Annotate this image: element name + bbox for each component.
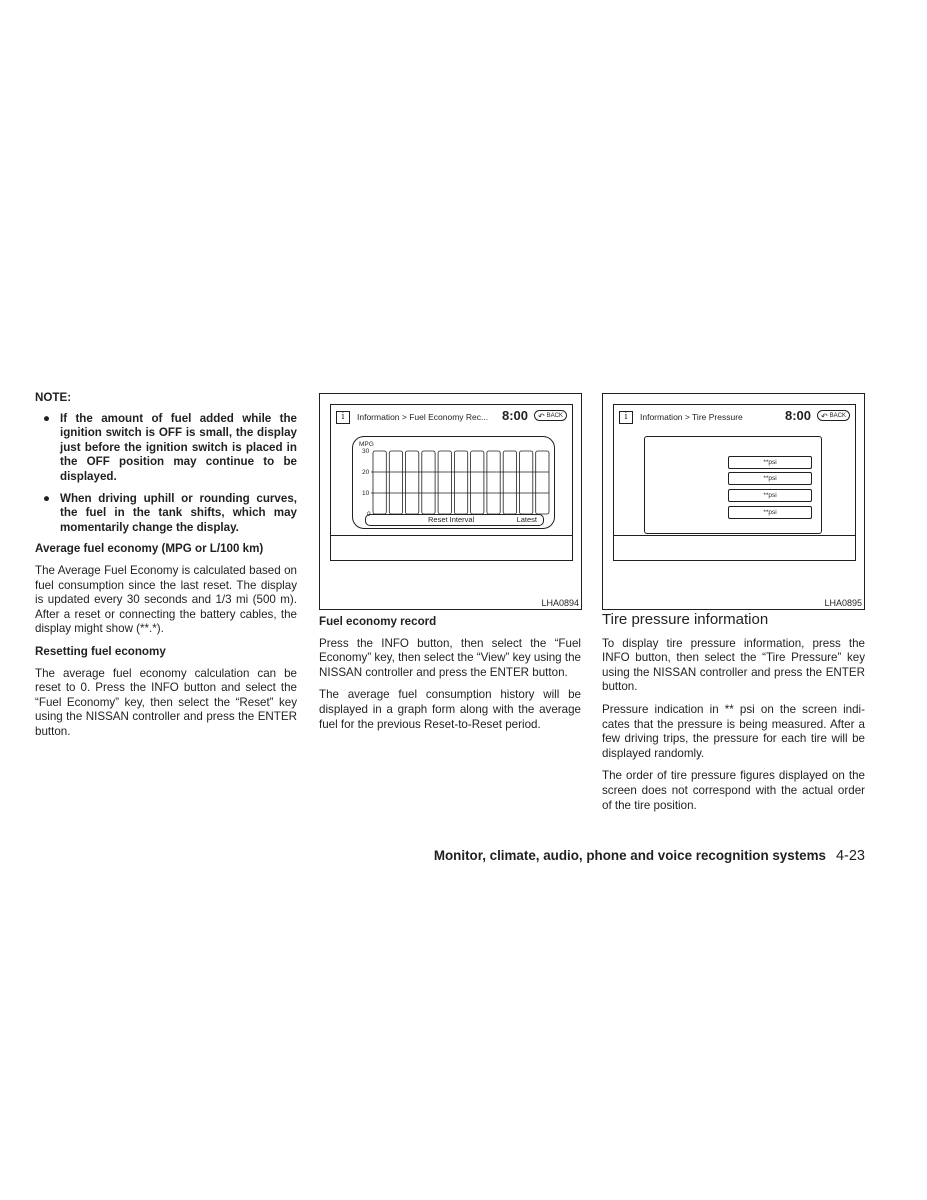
- graph-bar-slot: [487, 451, 500, 514]
- fuel-economy-screen: [330, 404, 573, 561]
- left-column: [35, 391, 297, 747]
- screen-clock: 8:00: [502, 408, 529, 423]
- screen-title-bar: [331, 405, 572, 428]
- screen-breadcrumb: Information > Fuel Economy Rec...: [357, 412, 489, 422]
- tire-pressure-value: **psi: [728, 506, 812, 519]
- figure-code: LHA0895: [824, 598, 862, 608]
- fuel-economy-graph: [352, 436, 555, 529]
- screen-title-bar: [614, 405, 855, 428]
- note-item: [35, 492, 297, 536]
- section-title: Monitor, climate, audio, phone and voice recognition systems: [433, 848, 826, 863]
- screen-breadcrumb: Information > Tire Pressure: [640, 412, 743, 422]
- info-icon: i: [619, 411, 633, 424]
- paragraph-tire-pressure-3: The order of tire pressure figures displayed on the screen does not correspond with the actual order of the tire position.: [602, 769, 865, 812]
- graph-bar-slot: [454, 451, 467, 514]
- graph-bar-slot: [471, 451, 484, 514]
- graph-unit-label: MPG: [359, 441, 374, 448]
- tire-pressure-value: **psi: [728, 489, 812, 502]
- paragraph-tire-pressure-1: To display tire pressure information, press the INFO button, then select the “Tire Pressure” key using the NISSAN controller and press the ENTER button.: [602, 636, 865, 694]
- graph-bar-slot: [406, 451, 419, 514]
- tire-pressure-value: **psi: [728, 456, 812, 469]
- back-button[interactable]: [817, 410, 850, 421]
- page-number: 4-23: [835, 848, 865, 864]
- tire-pressure-figure: [602, 393, 865, 610]
- tire-pressure-screen: [613, 404, 856, 561]
- back-button[interactable]: [534, 410, 567, 421]
- fuel-economy-figure: [319, 393, 582, 610]
- note-list: [35, 412, 297, 536]
- middle-column: [319, 613, 581, 740]
- reset-interval-bar: [365, 514, 544, 526]
- reset-interval-label: Reset Interval: [428, 515, 475, 524]
- back-button-label: BACK: [546, 413, 563, 419]
- figure-code: LHA0894: [541, 598, 579, 608]
- note-text: If the amount of fuel added while the ignition switch is OFF is small, the display just before the ignition switch is placed in the OFF position may continue to be displayed.: [60, 411, 297, 483]
- graph-bar-slot: [438, 451, 451, 514]
- screen-divider: [331, 535, 572, 536]
- y-tick-label: 20: [362, 469, 370, 476]
- note-item: [35, 412, 297, 485]
- heading-average-fuel-economy: Average fuel economy (MPG or L/100 km): [35, 542, 264, 556]
- paragraph-average-fuel-economy: The Average Fuel Economy is calculated based on fuel consumption since the last reset. The display is updated every 30 seconds and 1/3 mi (500 m). After a reset or connecting the battery cables, the display might show (**.*).: [35, 563, 297, 636]
- page-footer: [300, 848, 865, 864]
- graph-bar-slot: [503, 451, 516, 514]
- tire-pressure-value: **psi: [728, 472, 812, 485]
- paragraph-tire-pressure-2: Pressure indication in ** psi on the screen indicates that the pressure is being measured. After a few driving trips, the pressure for each tire will be displayed randomly.: [602, 702, 865, 760]
- screen-clock: 8:00: [785, 408, 812, 423]
- back-arrow-icon: ↶: [821, 412, 828, 421]
- graph-bar-slot: [536, 451, 549, 514]
- graph-bar-slot: [389, 451, 402, 514]
- graph-bar-slot: [422, 451, 435, 514]
- bullet-icon: ●: [43, 491, 51, 505]
- back-button-label: BACK: [829, 413, 846, 419]
- right-column: [602, 613, 865, 821]
- y-tick-label: 0: [367, 511, 371, 518]
- heading-resetting-fuel-economy: Resetting fuel economy: [35, 644, 166, 658]
- paragraph-fuel-economy-record-2: The average fuel consumption history will be displayed in a graph form along with the average fuel for the previous Reset-to-Reset period.: [319, 688, 581, 731]
- graph-bar-slot: [520, 451, 533, 514]
- y-tick-label: 30: [362, 448, 370, 455]
- latest-label: Latest: [516, 515, 537, 524]
- heading-fuel-economy-record: Fuel economy record: [319, 615, 437, 628]
- paragraph-fuel-economy-record-1: Press the INFO button, then select the “Fuel Economy” key, then select the “View” key using the NISSAN controller and press the ENTER button.: [319, 636, 581, 679]
- note-title: NOTE:: [35, 391, 72, 404]
- tire-pressure-panel: [644, 436, 822, 534]
- screen-divider: [614, 535, 855, 536]
- info-icon: i: [336, 411, 350, 424]
- paragraph-resetting-fuel-economy: The average fuel economy calculation can be reset to 0. Press the INFO button and select the “Fuel Economy” key, then select the “Reset” key using the NISSAN controller and press the ENTER button.: [35, 666, 297, 738]
- graph-bar-slot: [373, 451, 386, 514]
- bullet-icon: ●: [43, 411, 51, 425]
- note-text: When driving uphill or rounding curves, the fuel in the tank shifts, which may momentarily change the display.: [60, 491, 297, 534]
- y-tick-label: 10: [362, 490, 370, 497]
- heading-tire-pressure-information: Tire pressure information: [602, 611, 769, 628]
- back-arrow-icon: ↶: [538, 412, 545, 421]
